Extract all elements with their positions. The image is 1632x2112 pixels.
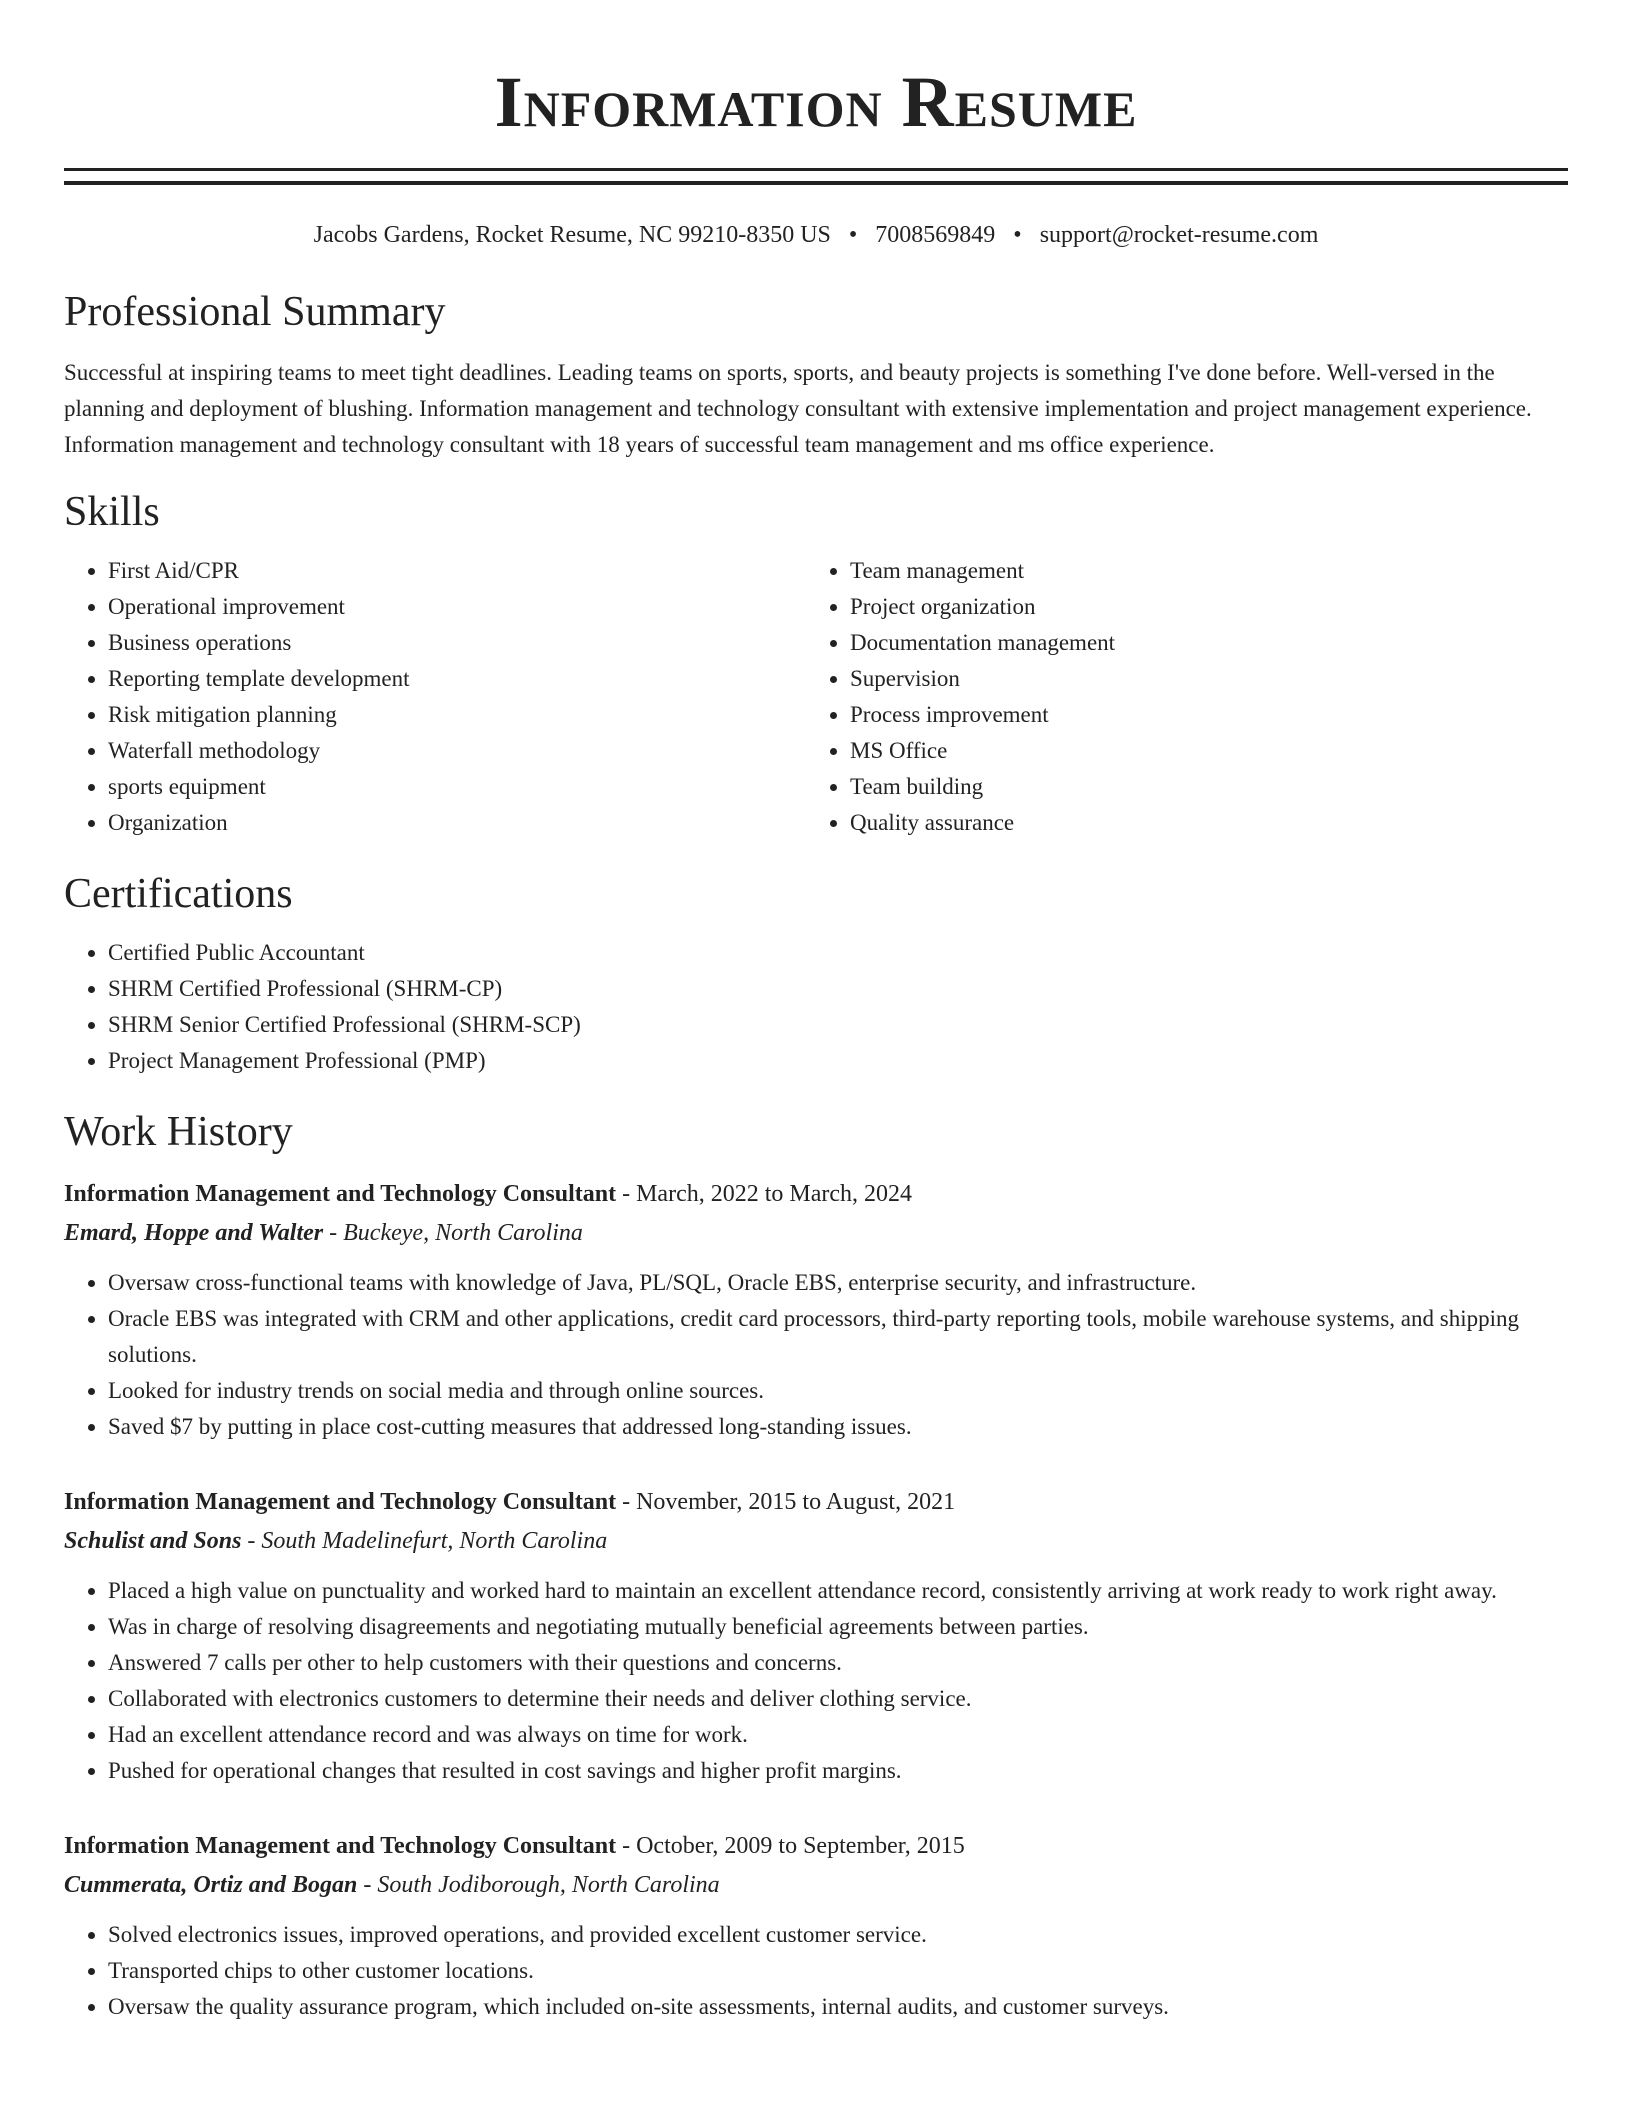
- job-bullets: [64, 1573, 1568, 1789]
- job-bullets: [64, 1917, 1568, 2025]
- contact-separator: •: [1013, 222, 1022, 248]
- skill-item: • Waterfall methodology: [108, 733, 806, 769]
- job-company: Emard, Hoppe and Walter: [64, 1220, 324, 1246]
- skill-item: • Supervision: [850, 661, 1548, 697]
- certification-item: • SHRM Senior Certified Professional (SHRM-SCP): [108, 1007, 1568, 1043]
- skill-item: • Team building: [850, 769, 1548, 805]
- skill-item: • Team management: [850, 553, 1548, 589]
- certification-item: • Project Management Professional (PMP): [108, 1043, 1568, 1079]
- job-header: [64, 1827, 1568, 1865]
- job-dash: -: [622, 1489, 637, 1515]
- job-header: [64, 1175, 1568, 1213]
- job-bullet: • Looked for industry trends on social media and through online sources.: [108, 1373, 1568, 1409]
- job-location: South Jodiborough, North Carolina: [377, 1872, 720, 1898]
- certification-item: • SHRM Certified Professional (SHRM-CP): [108, 971, 1568, 1007]
- skill-item: • Documentation management: [850, 625, 1548, 661]
- work-history-heading: Work History: [64, 1109, 293, 1155]
- summary-heading: Professional Summary: [64, 289, 446, 335]
- contact-line: [64, 219, 1568, 251]
- skill-item: • Project organization: [850, 589, 1548, 625]
- skills-list-right: [806, 553, 1548, 841]
- job-bullet: • Saved $7 by putting in place cost-cutting measures that addressed long-standing issues.: [108, 1409, 1568, 1445]
- job-bullet: • Transported chips to other customer locations.: [108, 1953, 1568, 1989]
- job-role: Information Management and Technology Consultant: [64, 1489, 617, 1515]
- job-dash: -: [622, 1181, 637, 1207]
- job-company-line: [64, 1865, 1568, 1905]
- skill-item: • Risk mitigation planning: [108, 697, 806, 733]
- skill-item: • MS Office: [850, 733, 1548, 769]
- contact-separator: •: [848, 222, 858, 248]
- job-company: Cummerata, Ortiz and Bogan: [64, 1872, 358, 1898]
- job-bullet: • Oracle EBS was integrated with CRM and other applications, credit card processors, third-party reporting tools, mobile warehouse systems, and shipping solutions.: [108, 1301, 1568, 1373]
- job-location: Buckeye, North Carolina: [343, 1220, 583, 1246]
- resume-title: Information Resume: [494, 62, 1138, 142]
- job-company: Schulist and Sons: [64, 1528, 242, 1554]
- contact-phone: 7008569849: [875, 222, 996, 248]
- contact-email: support@rocket-resume.com: [1039, 222, 1319, 248]
- skill-item: • Business operations: [108, 625, 806, 661]
- job-bullet: • Was in charge of resolving disagreements and negotiating mutually beneficial agreements between parties.: [108, 1609, 1568, 1645]
- job-dash: -: [247, 1528, 262, 1554]
- job-dash: -: [622, 1833, 637, 1859]
- skills-grid: [64, 553, 1568, 841]
- skill-item: • Operational improvement: [108, 589, 806, 625]
- job-header: [64, 1483, 1568, 1521]
- job-bullet: • Placed a high value on punctuality and worked hard to maintain an excellent attendance record, consistently arriving at work ready to work right away.: [108, 1573, 1568, 1609]
- skills-list-left: [64, 553, 806, 841]
- skill-item: • Quality assurance: [850, 805, 1548, 841]
- title-double-rule: [64, 168, 1568, 185]
- skill-item: • Process improvement: [850, 697, 1548, 733]
- skill-item: • sports equipment: [108, 769, 806, 805]
- job-bullet: • Answered 7 calls per other to help customers with their questions and concerns.: [108, 1645, 1568, 1681]
- certifications-heading: Certifications: [64, 871, 293, 917]
- job-company-line: [64, 1213, 1568, 1253]
- job-bullets: [64, 1265, 1568, 1445]
- job-dates: March, 2022 to March, 2024: [636, 1181, 913, 1207]
- certification-item: • Certified Public Accountant: [108, 935, 1568, 971]
- job-entry: [64, 1483, 1568, 1789]
- skill-item: • Organization: [108, 805, 806, 841]
- job-role: Information Management and Technology Consultant: [64, 1833, 617, 1859]
- job-dash: -: [363, 1872, 378, 1898]
- skill-item: • First Aid/CPR: [108, 553, 806, 589]
- job-dates: November, 2015 to August, 2021: [636, 1489, 956, 1515]
- contact-address: Jacobs Gardens, Rocket Resume, NC 99210-8350 US: [313, 222, 831, 248]
- job-entry: [64, 1827, 1568, 2025]
- job-bullet: • Pushed for operational changes that resulted in cost savings and higher profit margins.: [108, 1753, 1568, 1789]
- skills-heading: Skills: [64, 489, 160, 535]
- job-bullet: • Oversaw the quality assurance program, which included on-site assessments, internal audits, and customer surveys.: [108, 1989, 1568, 2025]
- skill-item: • Reporting template development: [108, 661, 806, 697]
- job-bullet: • Oversaw cross-functional teams with knowledge of Java, PL/SQL, Oracle EBS, enterprise security, and infrastructure.: [108, 1265, 1568, 1301]
- job-bullet: • Had an excellent attendance record and was always on time for work.: [108, 1717, 1568, 1753]
- job-role: Information Management and Technology Consultant: [64, 1181, 617, 1207]
- job-bullet: • Solved electronics issues, improved operations, and provided excellent customer service.: [108, 1917, 1568, 1953]
- job-dash: -: [329, 1220, 344, 1246]
- job-dates: October, 2009 to September, 2015: [636, 1833, 965, 1859]
- job-entry: [64, 1175, 1568, 1445]
- skills-column-right: [806, 553, 1548, 841]
- summary-text: Successful at inspiring teams to meet tight deadlines. Leading teams on sports, sports, and beauty projects is something I've done before. Well-versed in the planning and deployment of blushing. Information management and technology consultant with extensive implementation and project management experience. Information management and technology consultant with 18 years of successful team management and ms office experience.: [64, 360, 1532, 457]
- skills-column-left: [64, 553, 806, 841]
- certifications-list: [64, 935, 1568, 1079]
- job-bullet: • Collaborated with electronics customers to determine their needs and deliver clothing service.: [108, 1681, 1568, 1717]
- job-company-line: [64, 1521, 1568, 1561]
- job-location: South Madelinefurt, North Carolina: [261, 1528, 608, 1554]
